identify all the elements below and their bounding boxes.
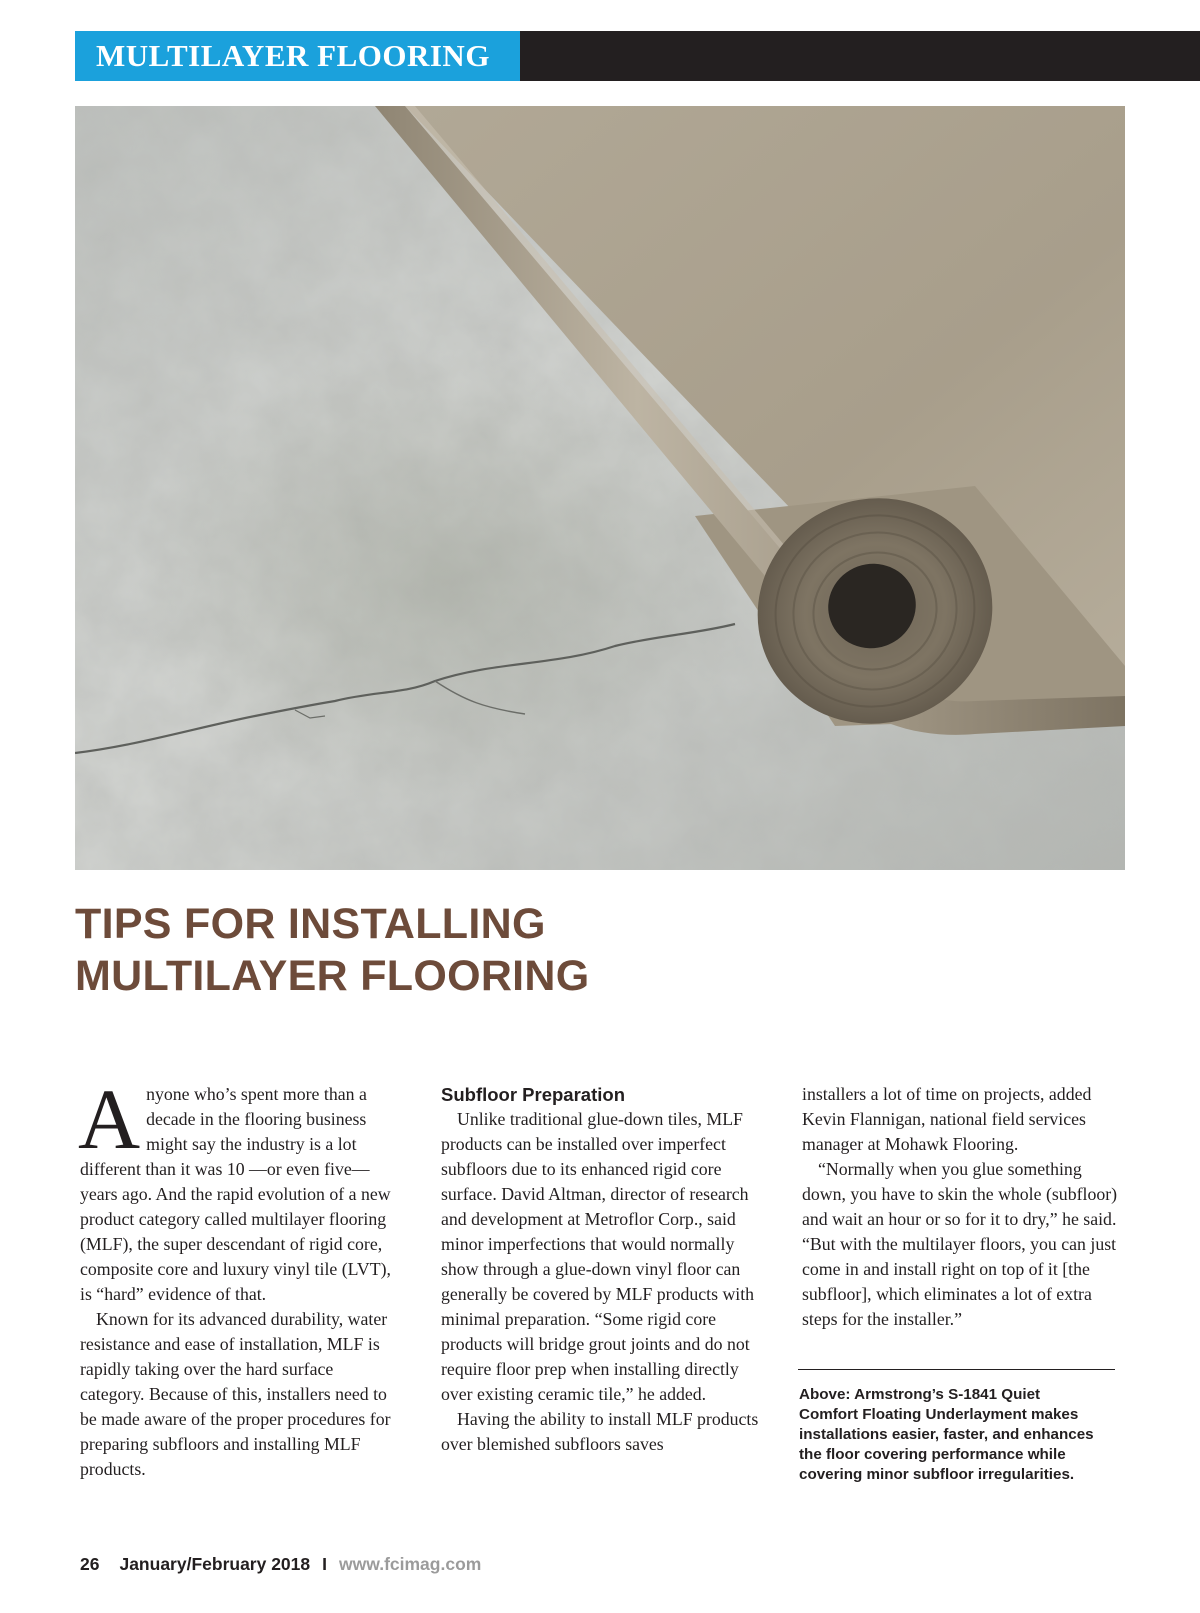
- section-subhead: Subfloor Preparation: [441, 1084, 625, 1105]
- underlayment-roll-photo: [75, 106, 1125, 870]
- drop-cap: A: [78, 1071, 141, 1167]
- article-title: [75, 898, 590, 1002]
- body-paragraph: Known for its advanced durability, water resistance and ease of installation, MLF is rapidly taking over the hard surface category. Because of this, installers need to be made aware of the proper procedures for preparing subfloors and installing MLF products.: [80, 1309, 391, 1479]
- page-footer: [80, 1554, 481, 1575]
- page-number: 26: [80, 1554, 100, 1574]
- article-title-line-1: TIPS FOR INSTALLING: [75, 900, 546, 948]
- body-paragraph: installers a lot of time on projects, added Kevin Flannigan, national field services manager at Mohawk Flooring.: [802, 1084, 1092, 1154]
- website-link[interactable]: www.fcimag.com: [339, 1554, 482, 1574]
- body-paragraph: “Normally when you glue something down, you have to skin the whole (subfloor) and wait an hour or so for it to dry,” he said. “But with the multilayer floors, you can just come in and install right on top of it [the subfloor], which eliminates a lot of extra steps for the installer.”: [802, 1159, 1118, 1329]
- article-column-2: [441, 1082, 763, 1457]
- lead-paragraph: [78, 1071, 402, 1307]
- lead-paragraph-text: nyone who’s spent more than a decade in the flooring business might say the industry is a lot different than it was 10 —or even five— years ago. And the rapid evolution of a new product category called multilayer flooring (MLF), the super descendant of rigid core, composite core and luxury vinyl tile (LVT), is “hard” evidence of that.: [80, 1084, 391, 1304]
- section-banner: [75, 31, 1200, 81]
- section-label: MULTILAYER FLOORING: [75, 31, 520, 81]
- issue-date: January/February 2018: [119, 1554, 311, 1574]
- article-title-line-2: MULTILAYER FLOORING: [75, 952, 590, 1000]
- caption-divider: [798, 1369, 1115, 1370]
- article-column-1: [78, 1071, 402, 1482]
- body-paragraph: Having the ability to install MLF products over blemished subfloors saves: [441, 1409, 759, 1454]
- body-paragraph: Unlike traditional glue-down tiles, MLF products can be installed over imperfect subfloors due to its enhanced rigid core surface. David Altman, director of research and development at Metroflor Corp., said minor imperfections that would normally show through a glue-down vinyl floor can generally be covered by MLF products with minimal preparation. “Some rigid core products will bridge grout joints and do not require floor prep when installing directly over existing ceramic tile,” he added.: [441, 1109, 755, 1404]
- article-column-3: [802, 1082, 1127, 1332]
- photo-caption: Above: Armstrong’s S-1841 Quiet Comfort Floating Underlayment makes installations easier, faster, and enhances the floor covering performance while covering minor subfloor irregularities.: [799, 1386, 1094, 1483]
- footer-separator: I: [322, 1554, 328, 1574]
